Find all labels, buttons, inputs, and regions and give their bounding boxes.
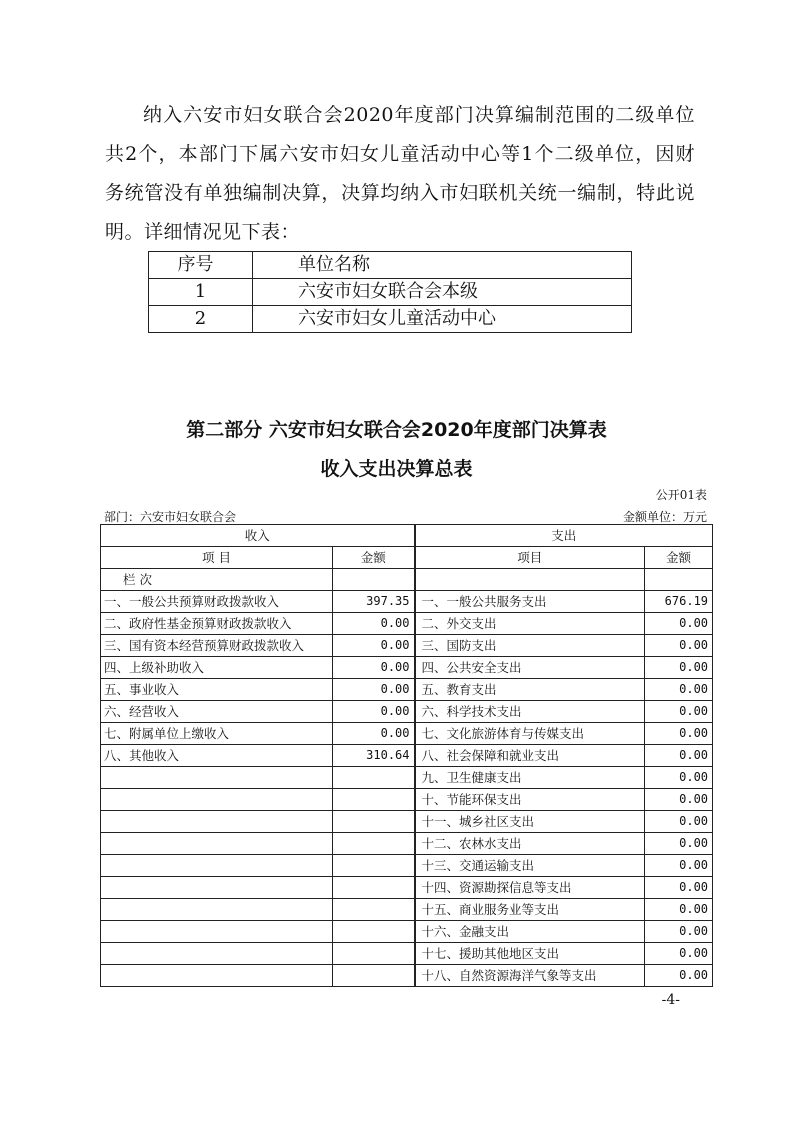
income-amount-cell [333, 965, 415, 987]
income-amount-cell [333, 899, 415, 921]
department-label: 部门：六安市妇女联合会 [104, 510, 237, 524]
income-item-cell: 三、国有资本经营预算财政拨款收入 [101, 635, 333, 657]
empty-cell [645, 569, 713, 591]
intro-text: 纳入六安市妇女联合会2020年度部门决算编制范围的二级单位共2个，本部门下属六安市妇女儿童活动中心等1个二级单位，因财务统管没有单独编制决算，决算均纳入市妇联机关统一编制，特此说明。详细情况见下表： [105, 104, 695, 243]
table-row [101, 899, 713, 921]
table-lanci-row [101, 569, 713, 591]
expense-amount-cell: 0.00 [645, 635, 713, 657]
table-row [101, 613, 713, 635]
income-item-cell [101, 789, 333, 811]
amount-unit-label: 金额单位：万元 [622, 510, 707, 524]
table-row [101, 635, 713, 657]
income-amount-cell [333, 767, 415, 789]
income-item-cell [101, 877, 333, 899]
expense-amount-cell: 0.00 [645, 833, 713, 855]
table-row [101, 965, 713, 987]
table-row [101, 679, 713, 701]
income-item-header: 项 目 [101, 547, 333, 569]
income-header: 收入 [101, 525, 415, 547]
table-row [101, 723, 713, 745]
expense-amount-cell: 0.00 [645, 613, 713, 635]
expense-item-header: 项目 [415, 547, 645, 569]
expense-amount-header: 金额 [645, 547, 713, 569]
empty-cell [333, 569, 415, 591]
unit-name-cell: 六安市妇女联合会本级 [253, 279, 632, 306]
table-group-header [101, 525, 713, 547]
expense-amount-cell: 0.00 [645, 679, 713, 701]
income-amount-cell: 310.64 [333, 745, 415, 767]
seq-cell: 2 [149, 306, 253, 333]
income-amount-cell: 397.35 [333, 591, 415, 613]
expense-item-cell: 十二、农林水支出 [415, 833, 645, 855]
table-title: 收入支出决算总表 [320, 458, 473, 480]
income-amount-cell [333, 943, 415, 965]
table-column-header [101, 547, 713, 569]
income-amount-cell: 0.00 [333, 613, 415, 635]
table-row [101, 745, 713, 767]
expense-amount-cell: 0.00 [645, 899, 713, 921]
expense-item-cell: 十五、商业服务业等支出 [415, 899, 645, 921]
expense-item-cell: 八、社会保障和就业支出 [415, 745, 645, 767]
expense-amount-cell: 0.00 [645, 745, 713, 767]
income-item-cell [101, 767, 333, 789]
col-header-seq: 序号 [149, 252, 253, 279]
income-amount-cell: 0.00 [333, 635, 415, 657]
expense-item-cell: 十一、城乡社区支出 [415, 811, 645, 833]
intro-paragraph [105, 96, 695, 252]
units-table [148, 251, 632, 333]
expense-amount-cell: 0.00 [645, 921, 713, 943]
table-row [101, 591, 713, 613]
income-amount-cell: 0.00 [333, 701, 415, 723]
table-row [101, 833, 713, 855]
income-item-cell: 一、一般公共预算财政拨款收入 [101, 591, 333, 613]
expense-item-cell: 十四、资源勘探信息等支出 [415, 877, 645, 899]
expense-item-cell: 十六、金融支出 [415, 921, 645, 943]
income-amount-cell: 0.00 [333, 657, 415, 679]
lanci-label: 栏 次 [101, 569, 333, 591]
income-item-cell [101, 855, 333, 877]
income-item-cell [101, 811, 333, 833]
expense-item-cell: 七、文化旅游体育与传媒支出 [415, 723, 645, 745]
table-row [149, 279, 632, 306]
expense-item-cell: 一、一般公共服务支出 [415, 591, 645, 613]
table-row [101, 657, 713, 679]
expense-amount-cell: 0.00 [645, 789, 713, 811]
income-amount-cell [333, 921, 415, 943]
income-item-cell [101, 921, 333, 943]
expense-header: 支出 [415, 525, 713, 547]
income-item-cell [101, 965, 333, 987]
expense-item-cell: 四、公共安全支出 [415, 657, 645, 679]
expense-item-cell: 十七、援助其他地区支出 [415, 943, 645, 965]
section-title: 第二部分 六安市妇女联合会2020年度部门决算表 [186, 419, 607, 441]
income-item-cell: 六、经营收入 [101, 701, 333, 723]
table-row [149, 306, 632, 333]
income-item-cell [101, 833, 333, 855]
col-header-unit-name: 单位名称 [253, 252, 632, 279]
table-row [101, 789, 713, 811]
income-item-cell: 二、政府性基金预算财政拨款收入 [101, 613, 333, 635]
expense-amount-cell: 0.00 [645, 701, 713, 723]
expense-item-cell: 二、外交支出 [415, 613, 645, 635]
units-table-header [149, 252, 632, 279]
table-row [101, 921, 713, 943]
expense-item-cell: 六、科学技术支出 [415, 701, 645, 723]
table-row [101, 877, 713, 899]
expense-amount-cell: 0.00 [645, 767, 713, 789]
expense-amount-cell: 676.19 [645, 591, 713, 613]
expense-item-cell: 五、教育支出 [415, 679, 645, 701]
expense-item-cell: 三、国防支出 [415, 635, 645, 657]
expense-amount-cell: 0.00 [645, 943, 713, 965]
income-item-cell: 四、上级补助收入 [101, 657, 333, 679]
expense-item-cell: 十、节能环保支出 [415, 789, 645, 811]
income-amount-cell: 0.00 [333, 679, 415, 701]
income-item-cell: 七、附属单位上缴收入 [101, 723, 333, 745]
expense-amount-cell: 0.00 [645, 965, 713, 987]
expense-item-cell: 十八、自然资源海洋气象等支出 [415, 965, 645, 987]
income-item-cell [101, 899, 333, 921]
page-number: -4- [661, 992, 680, 1008]
income-item-cell: 五、事业收入 [101, 679, 333, 701]
income-item-cell [101, 943, 333, 965]
table-row [101, 943, 713, 965]
income-amount-cell [333, 789, 415, 811]
empty-cell [415, 569, 645, 591]
income-amount-cell [333, 855, 415, 877]
form-number: 公开01表 [655, 488, 707, 502]
expense-amount-cell: 0.00 [645, 811, 713, 833]
income-expense-table [100, 524, 713, 987]
table-row [101, 701, 713, 723]
table-row [101, 811, 713, 833]
table-row [101, 767, 713, 789]
seq-cell: 1 [149, 279, 253, 306]
income-amount-cell: 0.00 [333, 723, 415, 745]
expense-amount-cell: 0.00 [645, 723, 713, 745]
income-amount-cell [333, 833, 415, 855]
income-item-cell: 八、其他收入 [101, 745, 333, 767]
income-amount-cell [333, 877, 415, 899]
table-row [101, 855, 713, 877]
expense-amount-cell: 0.00 [645, 877, 713, 899]
expense-item-cell: 十三、交通运输支出 [415, 855, 645, 877]
unit-name-cell: 六安市妇女儿童活动中心 [253, 306, 632, 333]
income-amount-header: 金额 [333, 547, 415, 569]
income-amount-cell [333, 811, 415, 833]
expense-amount-cell: 0.00 [645, 855, 713, 877]
expense-item-cell: 九、卫生健康支出 [415, 767, 645, 789]
expense-amount-cell: 0.00 [645, 657, 713, 679]
